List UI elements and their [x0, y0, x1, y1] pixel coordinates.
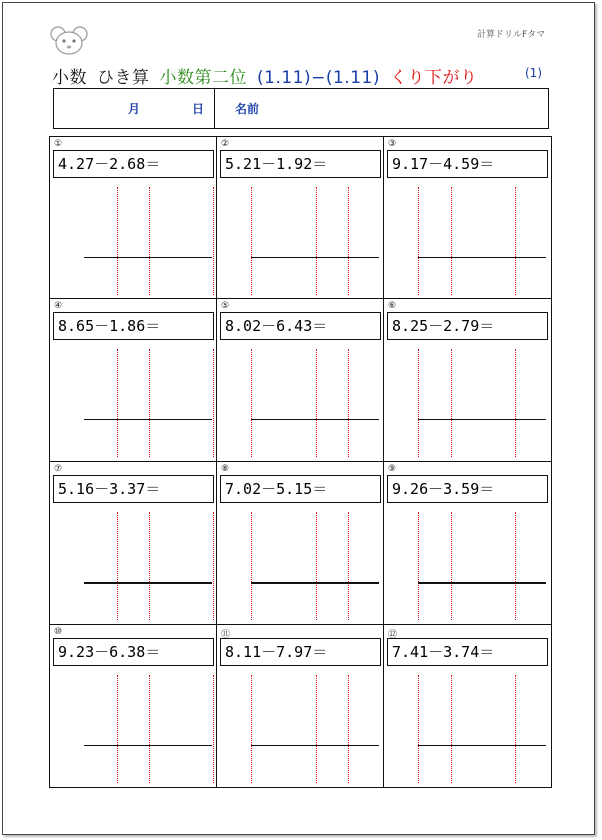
problem-expression: 4.27－2.68＝ [53, 150, 214, 178]
problem-cell [384, 462, 551, 625]
problem-number: ② [221, 139, 230, 149]
problem-number: ⑦ [54, 464, 63, 474]
problem-cell [217, 625, 384, 787]
problem-cell [217, 299, 384, 462]
problem-grid [49, 136, 552, 788]
problem-cell [384, 299, 551, 462]
name-label: 名前 [235, 102, 260, 116]
problem-number: ⑥ [388, 301, 397, 311]
problem-number: ① [54, 139, 63, 149]
title-level: 小数第二位 [159, 68, 247, 88]
problem-expression: 7.41－3.74＝ [387, 638, 548, 666]
problem-number: ⑫ [388, 630, 398, 640]
work-area[interactable] [220, 669, 381, 781]
problem-expression: 9.23－6.38＝ [53, 638, 214, 666]
work-area[interactable] [220, 506, 381, 618]
work-area[interactable] [387, 181, 548, 293]
problem-number: ③ [388, 139, 397, 149]
work-area[interactable] [387, 343, 548, 455]
brand-label: 計算ドリルFタマ [477, 30, 546, 40]
problem-cell [384, 625, 551, 787]
work-area[interactable] [53, 181, 214, 293]
problem-cell [50, 299, 217, 462]
problem-expression: 9.17－4.59＝ [387, 150, 548, 178]
title-operation: ひき算 [97, 68, 150, 88]
problem-expression: 5.16－3.37＝ [53, 475, 214, 503]
problem-number: ⑧ [221, 464, 230, 474]
problem-expression: 7.02－5.15＝ [220, 475, 381, 503]
problem-cell [384, 137, 551, 299]
name-date-box [53, 88, 549, 129]
sheet-number: (1) [525, 66, 542, 80]
page-title [52, 63, 487, 88]
work-area[interactable] [220, 181, 381, 293]
problem-expression: 8.25－2.79＝ [387, 312, 548, 340]
problem-expression: 8.11－7.97＝ [220, 638, 381, 666]
problem-expression: 8.02－6.43＝ [220, 312, 381, 340]
work-area[interactable] [53, 669, 214, 781]
month-label: 月 [128, 102, 141, 116]
problem-number: ⑨ [388, 464, 397, 474]
problem-cell [50, 137, 217, 299]
title-type: くり下がり [389, 68, 478, 88]
problem-expression: 9.26－3.59＝ [387, 475, 548, 503]
name-field[interactable] [254, 89, 548, 128]
problem-cell [50, 625, 217, 787]
work-area[interactable] [220, 343, 381, 455]
problem-expression: 5.21－1.92＝ [220, 150, 381, 178]
work-area[interactable] [53, 343, 214, 455]
problem-cell [217, 137, 384, 299]
day-label: 日 [192, 102, 205, 116]
problem-expression: 8.65－1.86＝ [53, 312, 214, 340]
problem-cell [50, 462, 217, 625]
problem-cell [217, 462, 384, 625]
mouse-face-icon [50, 25, 88, 57]
problem-number: ⑪ [221, 630, 231, 640]
work-area[interactable] [387, 506, 548, 618]
problem-number: ④ [54, 301, 63, 311]
work-area[interactable] [53, 506, 214, 618]
problem-number: ⑤ [221, 301, 230, 311]
date-field[interactable] [54, 89, 215, 128]
worksheet-page [2, 2, 595, 835]
work-area[interactable] [387, 669, 548, 781]
problem-number: ⑩ [54, 627, 63, 637]
title-subject: 小数 [52, 68, 87, 88]
title-format: (1.11)−(1.11) [257, 68, 380, 88]
